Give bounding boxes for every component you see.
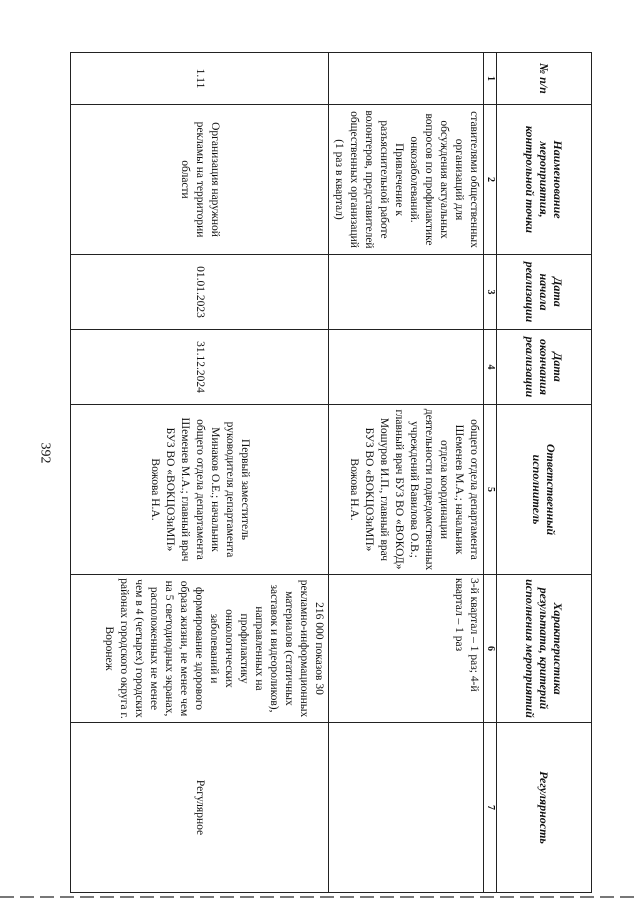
page-number: 392 <box>37 442 53 464</box>
column-number: 7 <box>484 723 497 893</box>
cell-result: 3-й квартал – 1 раз; 4-й квартал – 1 раз <box>329 575 484 723</box>
cell-result: 216 000 показов 30 рекламно-информационных материалов (статичных заставок и видеороликов), направленных на профилактику онкологических заболеваний и формирование здорового образа жизни, не менее чем на 5 светодиодных экранах, расположенных не менее чем в 4 (четырех) городских районах городского округа г. Воронеж <box>71 575 329 723</box>
table-row <box>329 53 484 893</box>
cell-end: 31.12.2024 <box>71 330 329 405</box>
column-number: 1 <box>484 53 497 105</box>
cell-name: Организация наружной рекламы на территории области <box>71 105 329 255</box>
column-number-row <box>484 53 497 893</box>
header-regularity: Регулярность <box>497 723 592 893</box>
header-num: № п/п <box>497 53 592 105</box>
cell-responsible: общего отдела департамента Шеменев М.А.; начальник отдела координации деятельности подведомственных учреждений Вавилова О.В.; главный врач БУЗ ВО «ВОКОД» Мошуров И.П., главный врач БУЗ ВО «ВОКЦОЗиМП» Вожова Н.А. <box>329 405 484 575</box>
cell-regularity: Регулярное <box>71 723 329 893</box>
column-number: 2 <box>484 105 497 255</box>
cell-regularity <box>329 723 484 893</box>
activities-table <box>70 52 592 893</box>
header-row <box>497 53 592 893</box>
column-number: 5 <box>484 405 497 575</box>
column-number: 3 <box>484 255 497 330</box>
cell-num <box>329 53 484 105</box>
header-responsible: Ответственный исполнитель <box>497 405 592 575</box>
header-start: Дата начала реализации <box>497 255 592 330</box>
cell-num: 1.11 <box>71 53 329 105</box>
column-number: 6 <box>484 575 497 723</box>
bottom-scan-edge <box>0 896 640 898</box>
rotated-table-container <box>70 52 592 892</box>
header-end: Дата окончания реализации <box>497 330 592 405</box>
table-row <box>71 53 329 893</box>
cell-end <box>329 330 484 405</box>
header-result: Характеристика результата, критерий исполнения мероприятий <box>497 575 592 723</box>
cell-start: 01.01.2023 <box>71 255 329 330</box>
cell-responsible: Первый заместитель руководителя департамента Минаков О.Е.; начальник общего отдела департамента Шеменев М.А.; главный врач БУЗ ВО «ВОКЦОЗиМП» Вожова Н.А. <box>71 405 329 575</box>
cell-start <box>329 255 484 330</box>
cell-name: ставителями общественных организаций для обсуждения актуальных вопросов по профилактике онкозаболеваний. Привлечение к разъяснительной работе волонтеров, представителей общественных организаций (1 раз в квартал) <box>329 105 484 255</box>
column-number: 4 <box>484 330 497 405</box>
header-name: Наименование мероприятия, контрольной точки <box>497 105 592 255</box>
